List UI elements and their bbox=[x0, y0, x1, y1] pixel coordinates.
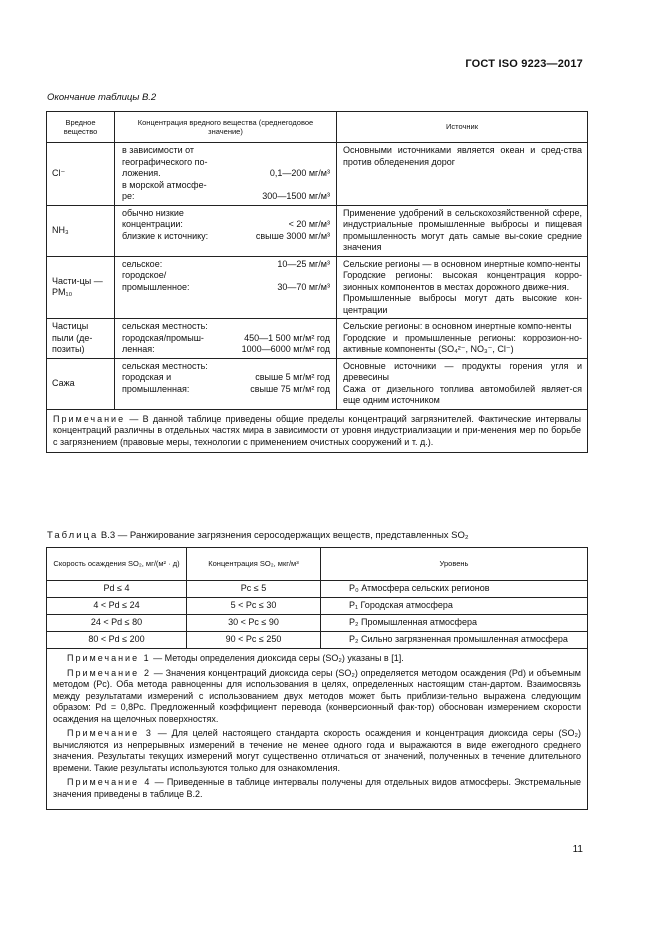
note-label: Примечание 1 bbox=[67, 653, 151, 663]
table2-note bbox=[53, 777, 581, 800]
table2-caption bbox=[47, 530, 469, 541]
table2-header-row bbox=[47, 548, 588, 581]
concentration-cell bbox=[115, 319, 337, 359]
note-label: Примечание 4 bbox=[67, 777, 152, 787]
conc-cell: 30 < Pc ≤ 90 bbox=[187, 615, 321, 632]
table2-notes-row bbox=[47, 649, 588, 810]
note-text: — Методы определения диоксида серы (SO₂) указаны в [1]. bbox=[150, 653, 404, 663]
concentration-label: промышленное: bbox=[122, 281, 190, 292]
page-number: 11 bbox=[572, 844, 583, 855]
note-text: — Приведенные в таблице интервалы получены для отдельных видов атмосферы. Экстремальные значения приведены в таблице В.2. bbox=[53, 777, 581, 799]
concentration-line bbox=[122, 384, 330, 396]
col-rate-header: Скорость осаждения SO₂, мг/(м² · д) bbox=[47, 548, 187, 581]
concentration-label: географического по- bbox=[122, 156, 208, 167]
concentration-cell bbox=[115, 256, 337, 319]
source-cell bbox=[337, 256, 588, 319]
concentration-line bbox=[122, 344, 330, 356]
note-label: Примечание 3 bbox=[67, 728, 153, 738]
col-level-header: Уровень bbox=[321, 548, 588, 581]
concentration-line bbox=[122, 361, 330, 373]
substance-cell: Частицы пыли (де-позиты) bbox=[47, 319, 115, 359]
note-label: Примечание bbox=[53, 413, 126, 424]
concentration-value: < 20 мг/м³ bbox=[288, 219, 330, 229]
table2-row bbox=[47, 581, 588, 598]
concentration-label: промышленная: bbox=[122, 383, 190, 394]
concentration-cell bbox=[115, 205, 337, 256]
concentration-value: свыше 5 мг/м² год bbox=[255, 372, 330, 382]
conc-cell: 5 < Pc ≤ 30 bbox=[187, 598, 321, 615]
concentration-line bbox=[122, 270, 330, 282]
table1-row bbox=[47, 256, 588, 319]
level-cell: P₀ Атмосфера сельских регионов bbox=[321, 581, 588, 598]
concentration-label: ложения. bbox=[122, 168, 161, 178]
substance-cell: Части-цы — PM₁₀ bbox=[47, 256, 115, 319]
source-line: Сельские регионы — в основном инертные компо-ненты bbox=[343, 258, 581, 269]
concentration-line bbox=[122, 191, 330, 203]
table2-note bbox=[53, 653, 581, 665]
table2-note bbox=[53, 728, 581, 774]
concentration-value: 30—70 мг/м³ bbox=[277, 281, 330, 292]
concentration-line bbox=[122, 219, 330, 231]
table2-caption-label: Таблица bbox=[47, 530, 99, 541]
table1-row bbox=[47, 319, 588, 359]
concentration-label: обычно низкие bbox=[122, 207, 184, 218]
concentration-line bbox=[122, 333, 330, 345]
concentration-value: 0,1—200 мг/м³ bbox=[269, 168, 330, 178]
rate-cell: Pd ≤ 4 bbox=[47, 581, 187, 598]
substance-cell: NH₃ bbox=[47, 205, 115, 256]
concentration-label: городское/ bbox=[122, 270, 167, 280]
source-line: Основными источниками является океан и сред-ства против обледенения дорог bbox=[343, 145, 582, 167]
rate-cell: 80 < Pd ≤ 200 bbox=[47, 632, 187, 649]
concentration-value: свыше 75 мг/м² год bbox=[250, 383, 330, 394]
table2-row bbox=[47, 598, 588, 615]
concentration-line bbox=[122, 157, 330, 169]
pollutant-concentration-table bbox=[46, 111, 588, 453]
col-source-header: Источник bbox=[337, 112, 588, 143]
level-cell: P₂ Промышленная атмосфера bbox=[321, 615, 588, 632]
concentration-line bbox=[122, 168, 330, 180]
concentration-label: ленная: bbox=[122, 344, 155, 354]
concentration-label: близкие к источнику: bbox=[122, 230, 209, 241]
concentration-value: свыше 3000 мг/м³ bbox=[255, 230, 330, 241]
table2-row bbox=[47, 615, 588, 632]
concentration-line bbox=[122, 259, 330, 271]
source-line: Промышленные выбросы могут дать высокие кон-центрации bbox=[343, 293, 582, 315]
source-line: Сажа от дизельного топлива автомобилей являет-ся еще одним источником bbox=[343, 383, 582, 405]
table2-note bbox=[53, 668, 581, 726]
concentration-line bbox=[122, 208, 330, 220]
table1-note-row bbox=[47, 409, 588, 453]
concentration-label: в зависимости от bbox=[122, 145, 195, 155]
concentration-line bbox=[122, 321, 330, 333]
concentration-value: 10—25 мг/м³ bbox=[277, 258, 330, 269]
source-line: Городские и промышленные регионы: коррозион-но-активные компоненты (SO₄²⁻, NO₃⁻, Cl⁻) bbox=[343, 332, 582, 354]
standard-header: ГОСТ ISO 9223—2017 bbox=[465, 58, 583, 70]
concentration-line bbox=[122, 282, 330, 294]
concentration-label: ре: bbox=[122, 191, 135, 201]
concentration-label: в морской атмосфе- bbox=[122, 179, 207, 190]
concentration-line bbox=[122, 180, 330, 192]
table1-caption: Окончание таблицы В.2 bbox=[47, 92, 157, 103]
rate-cell: 24 < Pd ≤ 80 bbox=[47, 615, 187, 632]
concentration-cell bbox=[115, 358, 337, 409]
conc-cell: Pc ≤ 5 bbox=[187, 581, 321, 598]
concentration-line bbox=[122, 231, 330, 243]
concentration-cell bbox=[115, 143, 337, 206]
concentration-line bbox=[122, 145, 330, 157]
table2-notes bbox=[47, 649, 588, 810]
level-cell: P₂ Сильно загрязненная промышленная атмосфера bbox=[321, 632, 588, 649]
concentration-label: сельское: bbox=[122, 258, 163, 269]
concentration-label: сельская местность: bbox=[122, 360, 208, 371]
concentration-value: 1000—6000 мг/м² год bbox=[241, 344, 330, 354]
conc-cell: 90 < Pc ≤ 250 bbox=[187, 632, 321, 649]
source-line: Сельские регионы: в основном инертные компо-ненты bbox=[343, 321, 572, 331]
concentration-label: городская/промыш- bbox=[122, 332, 204, 343]
substance-cell: Сажа bbox=[47, 358, 115, 409]
note-text: — В данной таблице приведены общие пределы концентраций загрязнителей. Фактические интервалы концентраций различны в отдельных частях мира в зависимости от уровня индустриализации и при-менения мер по борьбе с загрязнением (правовые меры, технологии с применением очистных сооружений и т. д.). bbox=[53, 413, 581, 447]
source-line: Основные источники — продукты горения угля и древесины bbox=[343, 360, 582, 382]
table1-row bbox=[47, 205, 588, 256]
source-line: Применение удобрений в сельскохозяйственной сфере, индустриальные промышленные выбросы и пищевая промышленность могут дать самые вы-сокие средние значения bbox=[343, 207, 582, 252]
note-text: — Значения концентраций диоксида серы (SO₂) определяется методом осаждения (Pd) и объемным методом (Pc). Оба метода равноценны для использования в целях, определенных настоящим стан-дартом. Взаимосвязь между результатами измерений с использованием двух методов может быть приблизи-тельно выражена следующим образом: Pd = 0,8Pc. Предложенный коэффициент перевода (конверсионный фак-тор) обоснован измерением скорости осаждения на щелочных поверхностях. bbox=[53, 667, 581, 724]
source-cell bbox=[337, 319, 588, 359]
col-concentration-header: Концентрация вредного вещества (среднегодовое значение) bbox=[115, 112, 337, 143]
col-substance-header: Вредное вещество bbox=[47, 112, 115, 143]
table1-row bbox=[47, 143, 588, 206]
source-cell bbox=[337, 205, 588, 256]
col-conc-header: Концентрация SO₂, мкг/м³ bbox=[187, 548, 321, 581]
source-cell bbox=[337, 358, 588, 409]
level-cell: P₁ Городская атмосфера bbox=[321, 598, 588, 615]
concentration-label: сельская местность: bbox=[122, 321, 208, 331]
table1-header-row bbox=[47, 112, 588, 143]
source-cell bbox=[337, 143, 588, 206]
so2-ranking-table bbox=[46, 547, 588, 810]
concentration-value: 450—1 500 мг/м² год bbox=[244, 332, 330, 343]
concentration-label: концентрации: bbox=[122, 219, 183, 229]
table2-caption-text: В.3 — Ранжирование загрязнения серосодержащих веществ, представленных SO₂ bbox=[100, 530, 469, 541]
concentration-value: 300—1500 мг/м³ bbox=[262, 191, 330, 201]
substance-cell: Cl⁻ bbox=[47, 143, 115, 206]
concentration-line bbox=[122, 372, 330, 384]
note-text: — Для целей настоящего стандарта скорость осаждения и концентрация диоксида серы (SO₂) вычисляются из непрерывных измерений в течение не менее одного года и выражаются в виде ежегодного среднего значения. Результаты текущих измерений могут существенно отличаться от значений, полученных в течение длительного времени. Такие результаты используются только для ознакомления. bbox=[53, 728, 581, 773]
rate-cell: 4 < Pd ≤ 24 bbox=[47, 598, 187, 615]
concentration-label: городская и bbox=[122, 372, 172, 382]
note-label: Примечание 2 bbox=[67, 667, 151, 678]
table2-row bbox=[47, 632, 588, 649]
source-line: Городские регионы: высокая концентрация корро-зионных компонентов в местах дорожного движе-ния. bbox=[343, 270, 582, 292]
table1-note bbox=[47, 409, 588, 453]
table1-row bbox=[47, 358, 588, 409]
